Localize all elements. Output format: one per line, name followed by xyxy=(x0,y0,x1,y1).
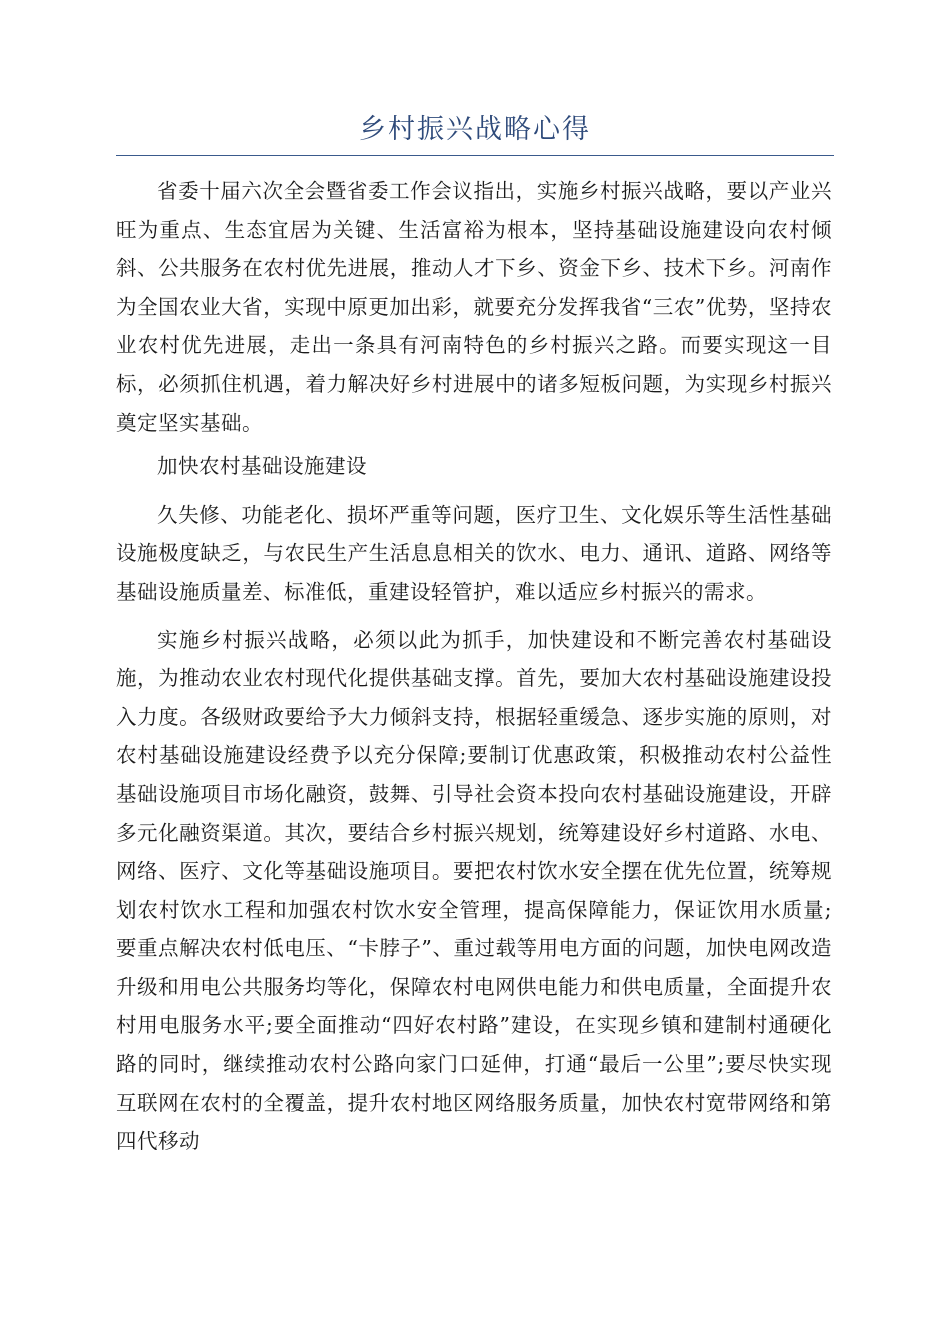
section-heading: 加快农村基础设施建设 xyxy=(157,454,367,479)
title-underline xyxy=(116,155,834,156)
paragraph-intro: 省委十届六次全会暨省委工作会议指出，实施乡村振兴战略，要以产业兴旺为重点、生态宜居为关键、生活富裕为根本，坚持基础设施建设向农村倾斜、公共服务在农村优先进展，推动人才下乡、资金下乡、技术下乡。河南作为全国农业大省，实现中原更加出彩，就要充分发挥我省“三农”优势，坚持农业农村优先进展，走出一条具有河南特色的乡村振兴之路。而要实现这一目标，必须抓住机遇，着力解决好乡村进展中的诸多短板问题，为实现乡村振兴奠定坚实基础。 xyxy=(116,179,832,435)
paragraph-measures: 实施乡村振兴战略，必须以此为抓手，加快建设和不断完善农村基础设施，为推动农业农村现代化提供基础支撑。首先，要加大农村基础设施建设投入力度。各级财政要给予大力倾斜支持，根据轻重缓急、逐步实施的原则，对农村基础设施建设经费予以充分保障;要制订优惠政策，积极推动农村公益性基础设施项目市场化融资，鼓舞、引导社会资本投向农村基础设施建设，开辟多元化融资渠道。其次，要结合乡村振兴规划，统筹建设好乡村道路、水电、网络、医疗、文化等基础设施项目。要把农村饮水安全摆在优先位置，统筹规划农村饮水工程和加强农村饮水安全管理，提高保障能力，保证饮用水质量;要重点解决农村低电压、“卡脖子”、重过载等用电方面的问题，加快电网改造升级和用电公共服务均等化，保障农村电网供电能力和供电质量，全面提升农村用电服务水平;要全面推动“四好农村路”建设，在实现乡镇和建制村通硬化路的同时，继续推动农村公路向家门口延伸，打通“最后一公里”;要尽快实现互联网在农村的全覆盖，提升农村地区网络服务质量，加快农村宽带网络和第四代移动 xyxy=(116,627,832,1154)
document-title: 乡村振兴战略心得 xyxy=(359,114,591,145)
document-body xyxy=(116,172,832,1161)
paragraph-problems: 久失修、功能老化、损坏严重等问题，医疗卫生、文化娱乐等生活性基础设施极度缺乏，与农民生产生活息息相关的饮水、电力、通讯、道路、网络等基础设施质量差、标准低，重建设轻管护，难以适应乡村振兴的需求。 xyxy=(116,502,832,604)
